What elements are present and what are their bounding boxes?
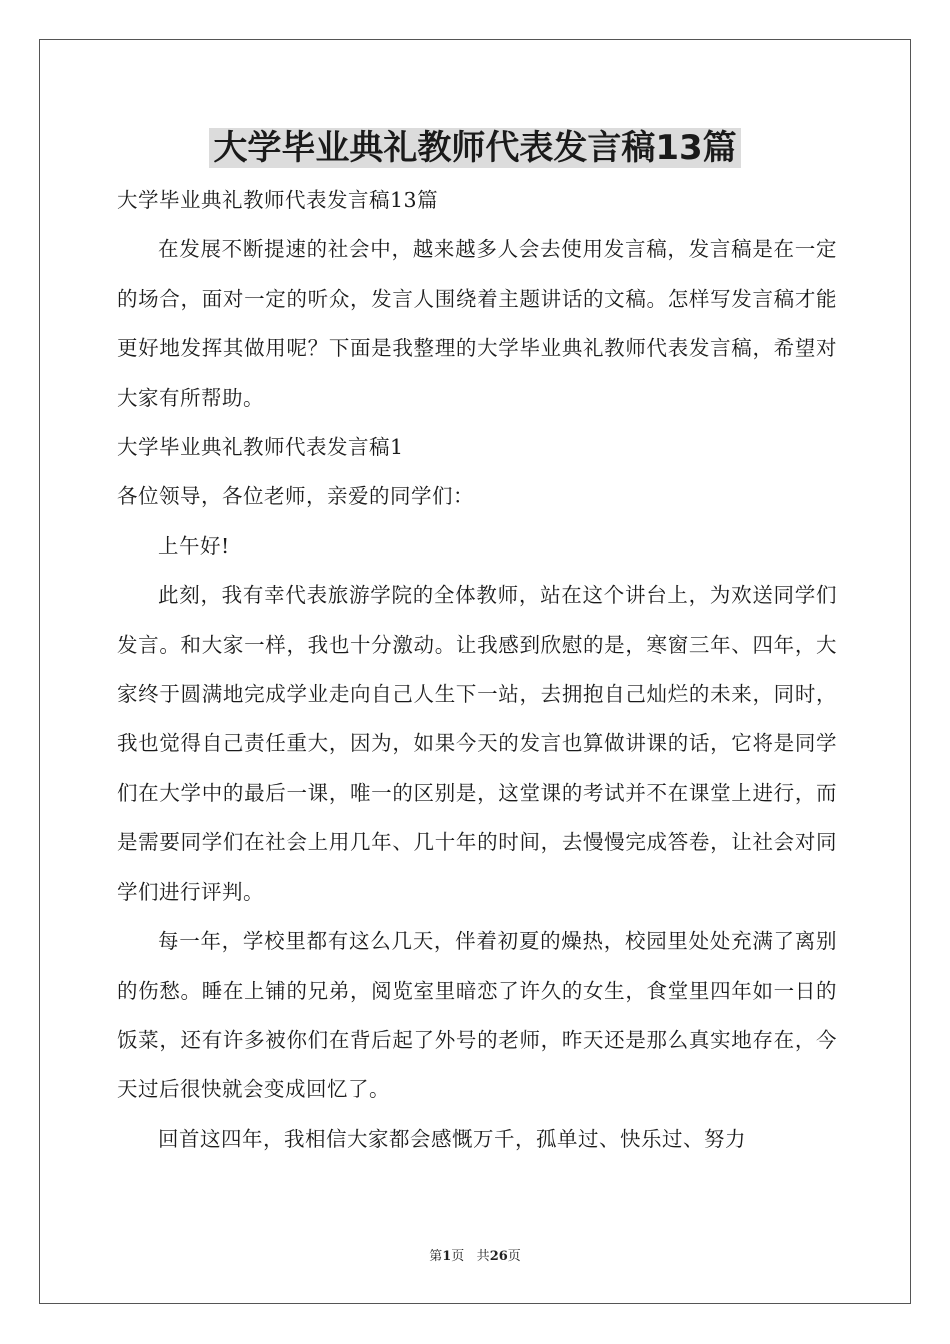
document-body bbox=[117, 176, 837, 1164]
paragraph: 回首这四年，我相信大家都会感慨万千，孤单过、快乐过、努力 bbox=[158, 1126, 746, 1151]
document-title-text: 大学毕业典礼教师代表发言稿13篇 bbox=[209, 128, 740, 168]
paragraph: 每一年，学校里都有这么几天，伴着初夏的燥热，校园里处处充满了离别的伤愁。睡在上铺的兄弟，阅览室里暗恋了许久的女生，食堂里四年如一日的饭菜，还有许多被你们在背后起了外号的老师，昨天还是那么真实地存在，今天过后很快就会变成回忆了。 bbox=[117, 929, 837, 1102]
paragraph: 在发展不断提速的社会中，越来越多人会去使用发言稿，发言稿是在一定的场合，面对一定的听众，发言人围绕着主题讲话的文稿。怎样写发言稿才能更好地发挥其做用呢？下面是我整理的大学毕业典礼教师代表发言稿，希望对大家有所帮助。 bbox=[117, 237, 837, 410]
paragraph: 大学毕业典礼教师代表发言稿13篇 bbox=[117, 188, 439, 212]
document-title bbox=[0, 124, 950, 172]
paragraph: 此刻，我有幸代表旅游学院的全体教师，站在这个讲台上，为欢送同学们发言。和大家一样，我也十分激动。让我感到欣慰的是，寒窗三年、四年，大家终于圆满地完成学业走向自己人生下一站，去拥抱自己灿烂的未来，同时，我也觉得自己责任重大，因为，如果今天的发言也算做讲课的话，它将是同学们在大学中的最后一课，唯一的区别是，这堂课的考试并不在课堂上进行，而是需要同学们在社会上用几年、几十年的时间，去慢慢完成答卷，让社会对同学们进行评判。 bbox=[117, 583, 837, 904]
page-footer bbox=[0, 1247, 950, 1267]
page-number: 1 bbox=[442, 1249, 452, 1264]
total-suffix: 页 bbox=[507, 1249, 521, 1264]
total-prefix: 共 bbox=[476, 1249, 490, 1264]
page-suffix: 页 bbox=[451, 1249, 465, 1264]
total-pages: 26 bbox=[489, 1249, 508, 1264]
salutation: 各位领导，各位老师，亲爱的同学们： bbox=[117, 484, 474, 509]
page-prefix: 第 bbox=[429, 1249, 443, 1264]
paragraph: 上午好! bbox=[158, 533, 230, 558]
section-heading: 大学毕业典礼教师代表发言稿1 bbox=[117, 435, 404, 460]
